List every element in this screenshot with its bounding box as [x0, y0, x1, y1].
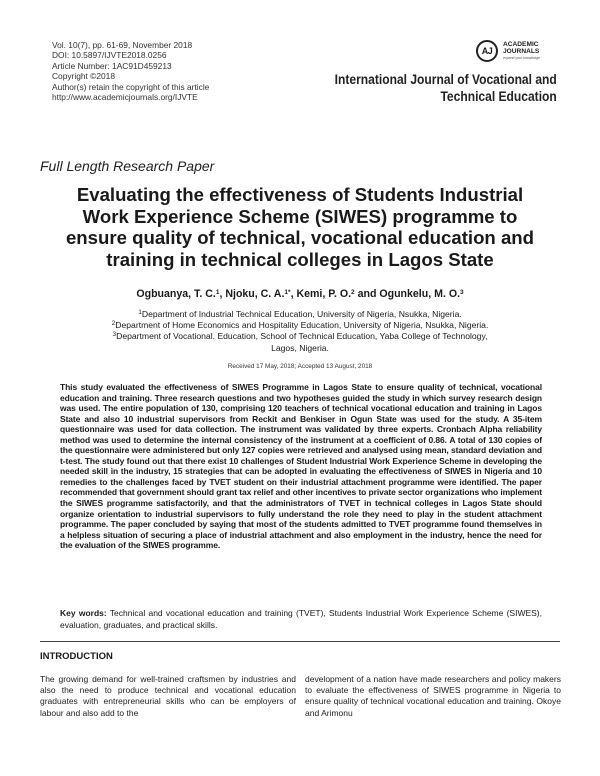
- introduction-column-right: development of a nation have made researchers and policy makers to evaluate the effectiveness of SIWES programme in Nigeria to ensure quality of technical vocational education and training. Okoye and Arimonu: [305, 674, 561, 718]
- affiliation-continuation: Lagos, Nigeria.: [271, 342, 329, 353]
- received-dates: Received 17 May, 2018; Accepted 13 August, 2018: [227, 363, 373, 370]
- logo-name: [503, 41, 539, 56]
- meta-doi: DOI: 10.5897/IJVTE2018.0256: [52, 50, 167, 61]
- meta-article-number: Article Number: 1AC91D459213: [52, 60, 172, 71]
- affiliation-text: Department of Home Economics and Hospitality Education, University of Nigeria, Nsukka, Nigeria.: [115, 320, 489, 331]
- section-divider: [40, 641, 560, 642]
- logo-mark: AJ: [476, 40, 498, 62]
- keywords: [60, 608, 542, 631]
- author-separator: ,: [219, 288, 226, 300]
- author-name: Ogunkelu, M. O.: [379, 288, 461, 300]
- author-name: Kemi, P. O.: [296, 288, 352, 300]
- title-line: Work Experience Scheme (SIWES) programme to: [82, 205, 518, 227]
- author-separator: ,: [290, 288, 297, 300]
- meta-copyright: Copyright ©2018: [52, 71, 115, 82]
- journal-title-line1: International Journal of Vocational and: [334, 72, 557, 87]
- author-affil-ref: 3: [460, 289, 464, 296]
- abstract: This study evaluated the effectiveness of SIWES Programme in Lagos State to ensure quality of technical, vocational education and training. Three research questions and two hypotheses guided the study in which survey research design was used. The entire population of 130, comprising 120 teachers of technical vocational education and training in Lagos State and also 10 industrial supervisors from Reckit and Benkiser in Ogun State was used for the study. A 35-item questionnaire was used for data collection. The instrument was validated by three experts. Cronbach Alpha reliability method was used to determine the internal consistency of the instrument at a coefficient of 0.86. A total of 130 copies of the questionnaire were administered but only 127 copies were retrieved and analysed using mean, standard deviation and t-test. The study found out that there exist 10 challenges of Student Industrial Work Experience Scheme in developing the needed skill in the industry, 15 strategies that can be adopted in evaluating the effectiveness of SIWES in Nigeria and 10 remedies to the challenges faced by TVET student on their industrial attachment programme were identified. The paper recommended that government should grant tax relief and other incentives to private sector organizations who implement the SIWES programme satisfactorily, and that the administrators of TVET in technical colleges in Lagos State should organize orientation to industrial supervisors to fully understand the role they need to play in the student attachment programme. The paper concluded by saying that most of the students admitted to TVET programme found themselves in a helpless situation of securing a place of industrial attachment and also employment in the industry, hence the need for the evaluation of the SIWES programme.: [60, 382, 542, 551]
- title-line: Evaluating the effectiveness of Students Industrial: [76, 184, 524, 205]
- logo-tagline: expand your knowledge: [503, 56, 540, 60]
- author-name: Ogbuanya, T. C.: [136, 288, 216, 300]
- meta-volume: Vol. 10(7), pp. 61-69, November 2018: [52, 40, 193, 50]
- author-separator: and: [354, 288, 380, 300]
- affiliation-text: Department of Industrial Technical Education, University of Nigeria, Nsukka, Nigeria.: [141, 309, 462, 319]
- affiliations: [40, 309, 560, 354]
- author-affil-ref: 2: [351, 289, 355, 296]
- author-list: [40, 288, 560, 300]
- introduction-column-left: The growing demand for well-trained craftsmen by industries and also the need to produce technical and vocational education graduates with entrepreneurial skills who can be employers of labour and also add to the: [40, 674, 296, 718]
- affiliation-number: 2: [111, 320, 116, 328]
- author-name: Njoku, C. A.: [225, 288, 285, 300]
- affiliation-number: 3: [112, 331, 117, 339]
- author-affil-ref: 1: [215, 289, 220, 296]
- title-line: ensure quality of technical, vocational education and: [65, 227, 535, 248]
- keywords-text: Technical and vocational education and training (TVET), Students Industrial Work Experience Scheme (SIWES), evaluation, graduates, and practical skills.: [60, 608, 542, 630]
- affiliation-number: 1: [138, 309, 142, 316]
- publisher-logo: [476, 38, 571, 68]
- author-affil-ref: 1*: [284, 289, 291, 296]
- meta-rights: Author(s) retain the copyright of this article: [52, 81, 210, 92]
- article-meta: [52, 40, 209, 102]
- keywords-label: Key words:: [60, 608, 107, 618]
- journal-title: [335, 72, 557, 105]
- affiliation-text: Department of Vocational. Education, School of Technical Education, Yaba College of Technology,: [116, 331, 488, 342]
- affiliation: [40, 331, 560, 342]
- meta-url: http://www.academicjournals.org/IJVTE: [52, 92, 198, 103]
- logo-name-line2: JOURNALS: [503, 48, 540, 56]
- paper-title: [40, 184, 560, 270]
- logo-name-line1: ACADEMIC: [503, 41, 539, 48]
- introduction-heading: INTRODUCTION: [40, 651, 113, 662]
- title-line: training in technical colleges in Lagos State: [106, 248, 494, 270]
- affiliation: [40, 320, 560, 331]
- affiliation: [40, 309, 560, 320]
- paper-type: Full Length Research Paper: [40, 158, 215, 174]
- journal-title-line2: Technical Education: [440, 88, 557, 104]
